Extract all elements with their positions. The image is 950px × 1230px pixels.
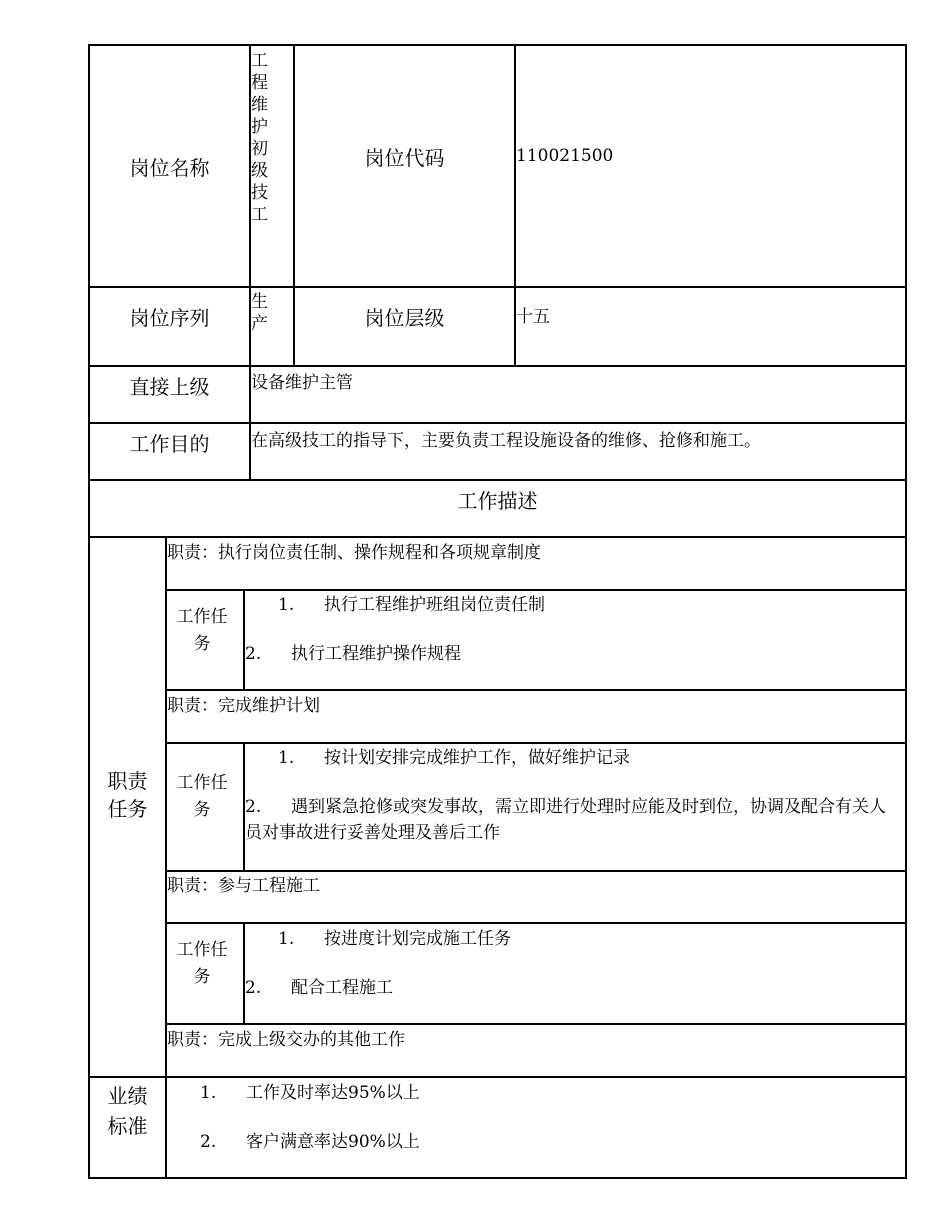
task-1-1-num: 1. [278,595,295,615]
task-3-2 [245,975,895,1001]
duty-title-4: 职责：完成上级交办的其他工作 [167,1030,405,1050]
post-code-label: 岗位代码 [364,145,445,170]
post-level-value: 十五 [516,307,550,327]
duties-label: 职责任务 [107,769,148,821]
task-2-2-text: 遇到紧急抢修或突发事故，需立即进行处理时应能及时到位，协调及配合有关人员对事故进行妥善处理及善后工作 [245,797,886,843]
performance-1-num: 1. [200,1083,217,1103]
task-2-2-num: 2. [245,797,262,817]
task-label-3: 工作任务 [176,940,228,987]
task-3-1-text: 按进度计划完成施工任务 [324,929,511,949]
performance-1 [200,1080,890,1106]
task-1-1 [278,592,898,618]
performance-2 [200,1129,890,1155]
task-2-1 [278,745,898,771]
post-series-value: 生产 [251,292,268,334]
post-code-value: 110021500 [516,146,614,166]
task-3-2-num: 2. [245,978,262,998]
performance-2-text: 客户满意率达90%以上 [246,1132,420,1152]
task-3-2-text: 配合工程施工 [291,978,393,998]
task-1-2-text: 执行工程维护操作规程 [291,644,461,664]
supervisor-value: 设备维护主管 [251,373,353,393]
task-3-1 [278,926,898,952]
task-2-1-text: 按计划安排完成维护工作，做好维护记录 [324,748,630,768]
purpose-label: 工作目的 [129,431,210,456]
post-name-label: 岗位名称 [129,155,210,180]
task-1-2-num: 2. [245,644,262,664]
task-label-2: 工作任务 [176,773,228,820]
supervisor-label: 直接上级 [129,374,210,399]
task-2-2 [245,794,897,846]
purpose-value: 在高级技工的指导下，主要负责工程设施设备的维修、抢修和施工。 [251,431,761,451]
task-1-1-text: 执行工程维护班组岗位责任制 [324,595,545,615]
task-3-1-num: 1. [278,929,295,949]
description-title: 工作描述 [457,488,538,513]
duty-title-3: 职责：参与工程施工 [167,876,320,896]
task-2-1-num: 1. [278,748,295,768]
task-label-1: 工作任务 [176,607,228,654]
post-level-label: 岗位层级 [364,305,445,330]
performance-label: 业绩标准 [107,1084,148,1138]
post-name-value: 工程维护初级技工 [251,51,268,225]
performance-2-num: 2. [200,1132,217,1152]
post-series-label: 岗位序列 [129,305,210,330]
performance-1-text: 工作及时率达95%以上 [246,1083,420,1103]
duty-title-1: 职责：执行岗位责任制、操作规程和各项规章制度 [167,543,541,563]
duty-title-2: 职责：完成维护计划 [167,696,320,716]
task-1-2 [245,641,895,667]
